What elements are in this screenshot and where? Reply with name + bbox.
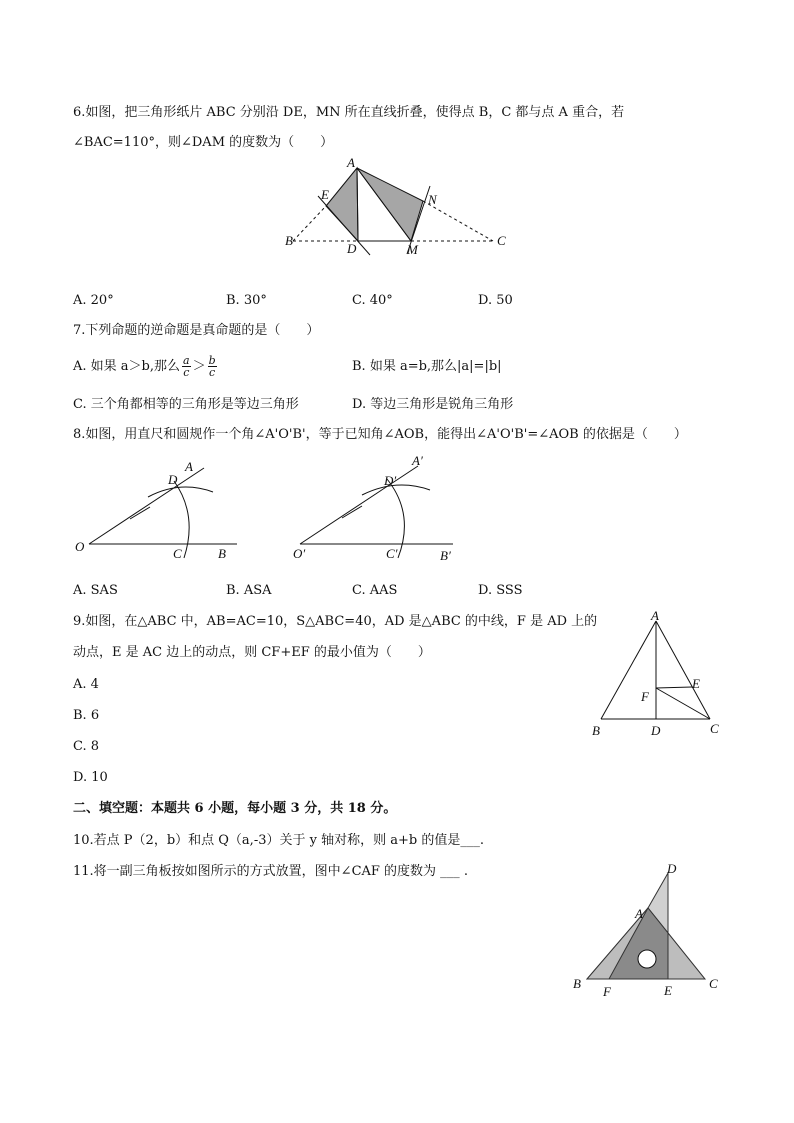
q7-greater-than: ＞ bbox=[192, 359, 206, 374]
q8-option-d[interactable]: D. SSS bbox=[478, 583, 523, 598]
q9-label-B: B bbox=[592, 723, 600, 738]
q9-stem-line1: 9.如图，在△ABC 中，AB=AC=10，S△ABC=40，AD 是△ABC 的中线，F 是 AD 上的 bbox=[73, 614, 598, 629]
q7-option-d[interactable]: D. 等边三角形是锐角三角形 bbox=[352, 397, 514, 412]
q9-label-E: E bbox=[692, 676, 700, 691]
q9-figure bbox=[585, 610, 735, 740]
q10-stem: 10.若点 P（2，b）和点 Q（a,-3）关于 y 轴对称，则 a+b 的值是___. bbox=[73, 833, 484, 848]
q9-line-AB bbox=[601, 621, 656, 719]
q6-label-C: C bbox=[497, 233, 506, 248]
q11-hole-circle bbox=[638, 950, 656, 968]
q8-f2-label-B: B′ bbox=[440, 548, 451, 563]
q6-label-N: N bbox=[428, 192, 437, 207]
q9-option-a[interactable]: A. 4 bbox=[73, 677, 99, 692]
q8-f2-ray-OA bbox=[300, 466, 418, 544]
q11-label-C: C bbox=[709, 976, 718, 991]
q11-label-B: B bbox=[573, 976, 581, 991]
q6-shaded-triangle-right bbox=[357, 168, 423, 241]
q8-f1-label-O: O bbox=[75, 539, 85, 554]
q9-option-b[interactable]: B. 6 bbox=[73, 708, 100, 723]
q8-option-c[interactable]: C. AAS bbox=[352, 583, 398, 598]
q11-figure bbox=[565, 858, 725, 1003]
q6-label-B: B bbox=[285, 233, 293, 248]
q8-f2-label-D: D′ bbox=[384, 473, 397, 488]
q9-option-c[interactable]: C. 8 bbox=[73, 739, 100, 754]
q9-line-FE bbox=[656, 687, 692, 688]
q8-figure-2 bbox=[290, 450, 470, 568]
q9-label-C: C bbox=[710, 721, 719, 736]
q8-f1-label-C: C bbox=[173, 546, 182, 561]
q8-figure-1 bbox=[70, 455, 250, 565]
q8-f2-label-C: C′ bbox=[386, 546, 398, 561]
q8-f2-tick bbox=[342, 506, 362, 518]
q7-option-c[interactable]: C. 三个角都相等的三角形是等边三角形 bbox=[73, 397, 299, 412]
q6-label-M: M bbox=[407, 242, 418, 257]
q9-label-D: D bbox=[651, 723, 661, 738]
q6-option-d[interactable]: D. 50 bbox=[478, 293, 513, 308]
q7-option-b[interactable]: B. 如果 a=b,那么|a|=|b| bbox=[352, 359, 502, 374]
q9-label-A: A bbox=[651, 610, 659, 623]
q6-option-b[interactable]: B. 30° bbox=[226, 293, 267, 308]
q7-fraction-a-over-c: $\frac{a}{c}$ bbox=[183, 354, 190, 379]
q6-label-A: A bbox=[347, 155, 355, 170]
q9-label-F: F bbox=[641, 689, 649, 704]
q7-option-a[interactable] bbox=[73, 353, 219, 381]
q6-label-E: E bbox=[321, 187, 329, 202]
q6-dashed-BE bbox=[293, 206, 326, 241]
q8-f1-label-D: D bbox=[168, 472, 178, 487]
q7-option-a-prefix: A. 如果 a＞b,那么 bbox=[73, 359, 180, 374]
q8-f2-label-O: O′ bbox=[293, 546, 306, 561]
q6-shaded-triangle-left bbox=[326, 168, 358, 241]
section-2-heading: 二、填空题：本题共 6 小题，每小题 3 分，共 18 分。 bbox=[73, 801, 397, 816]
q8-option-a[interactable]: A. SAS bbox=[73, 583, 118, 598]
q11-label-D: D bbox=[667, 861, 677, 876]
q11-label-F: F bbox=[603, 984, 611, 999]
q6-dashed-NC bbox=[423, 201, 493, 241]
q6-stem-line2: ∠BAC=110°，则∠DAM 的度数为（ ） bbox=[73, 135, 334, 150]
q11-stem: 11.将一副三角板按如图所示的方式放置，图中∠CAF 的度数为 ___ . bbox=[73, 864, 468, 879]
q8-option-b[interactable]: B. ASA bbox=[226, 583, 272, 598]
q6-option-c[interactable]: C. 40° bbox=[352, 293, 393, 308]
q8-stem: 8.如图，用直尺和圆规作一个角∠A'O'B'，等于已知角∠AOB，能得出∠A'O'B'=∠AOB 的依据是（ ） bbox=[73, 427, 687, 442]
q6-figure bbox=[278, 152, 528, 262]
q11-label-E: E bbox=[664, 983, 672, 998]
q8-f1-label-B: B bbox=[218, 546, 226, 561]
q9-option-d[interactable]: D. 10 bbox=[73, 770, 108, 785]
q8-f1-label-A: A bbox=[185, 459, 193, 474]
q6-stem-line1: 6.如图，把三角形纸片 ABC 分别沿 DE，MN 所在直线折叠，使得点 B，C 都与点 A 重合，若 bbox=[73, 105, 625, 120]
q8-f1-ray-OA bbox=[89, 468, 204, 544]
q7-stem: 7.下列命题的逆命题是真命题的是（ ） bbox=[73, 323, 320, 338]
q9-line-AC bbox=[656, 621, 710, 719]
q11-label-A: A bbox=[635, 906, 643, 921]
q8-f1-tick bbox=[130, 507, 150, 519]
q6-label-D: D bbox=[347, 241, 357, 256]
q6-option-a[interactable]: A. 20° bbox=[73, 293, 114, 308]
q8-f2-label-A: A′ bbox=[412, 453, 423, 468]
q7-fraction-b-over-c: $\frac{b}{c}$ bbox=[208, 354, 216, 379]
q9-stem-line2: 动点，E 是 AC 边上的动点，则 CF+EF 的最小值为（ ） bbox=[73, 645, 431, 660]
